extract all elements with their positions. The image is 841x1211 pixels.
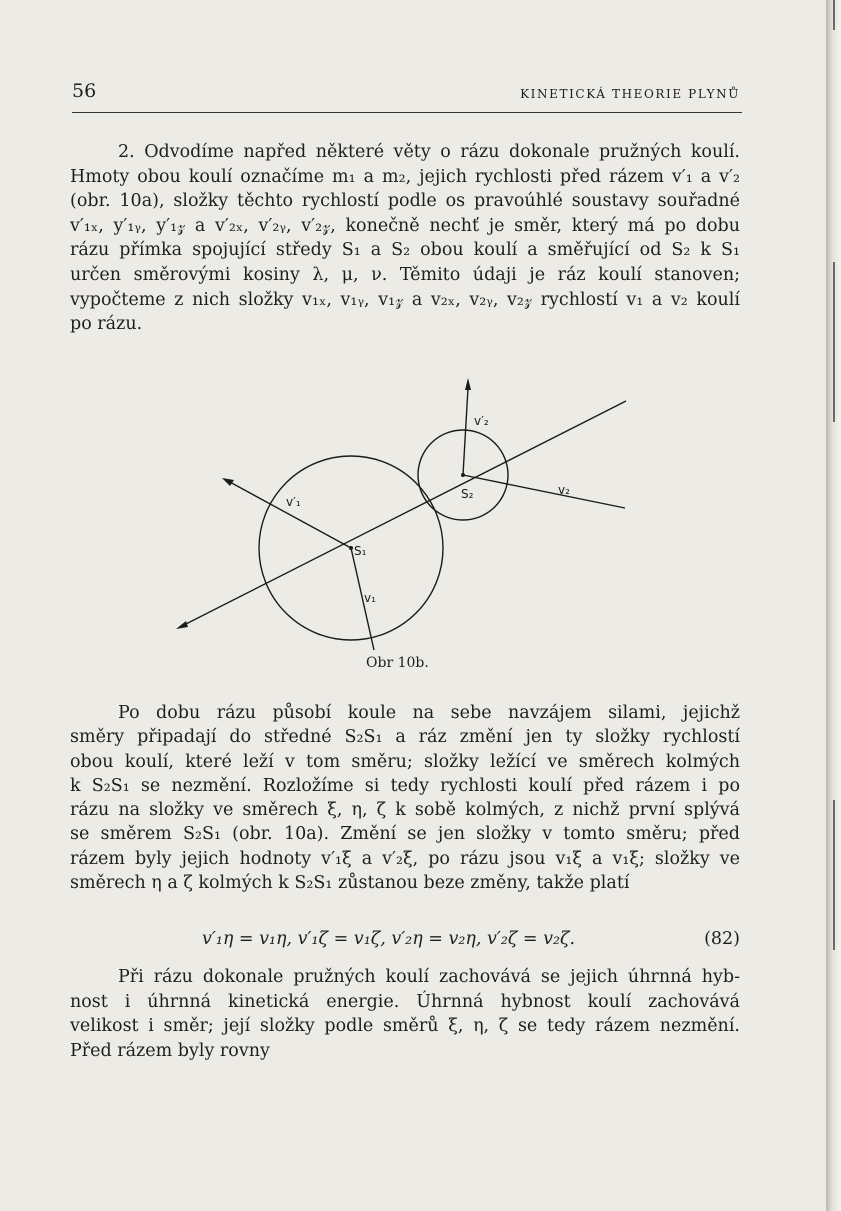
edge-mark bbox=[833, 0, 835, 30]
label-v1-prime: v′₁ bbox=[286, 495, 301, 509]
text-line: Před rázem byly rovny bbox=[70, 1040, 270, 1061]
label-v2-prime: v′₂ bbox=[474, 414, 489, 428]
figure-caption: Obr 10b. bbox=[366, 655, 429, 671]
text-line: rázu na složky ve směrech ξ, η, ζ k sobě kolmých, z nichž první splývá bbox=[70, 800, 740, 821]
page-edge bbox=[826, 0, 841, 1211]
text-line: obou koulí, které leží v tom směru; složky ležící ve směrech kolmých bbox=[70, 751, 740, 772]
text-line: vypočteme z nich složky v₁ₓ, v₁ᵧ, v₁𝓏 a v₂ₓ, v₂ᵧ, v₂𝓏 rychlostí v₁ a v₂ koulí bbox=[70, 289, 740, 310]
equation-82 bbox=[70, 929, 740, 955]
label-v1: v₁ bbox=[364, 591, 376, 605]
text-line: nost i úhrnná kinetická energie. Úhrnná hybnost koulí zachovává bbox=[70, 991, 740, 1012]
v2-prime-vector bbox=[463, 388, 468, 475]
text-line: k S₂S₁ se nezmění. Rozložíme si tedy rychlosti koulí před rázem i po bbox=[70, 775, 740, 796]
text-line: směry připadají do středné S₂S₁ a ráz změní jen ty složky rychlostí bbox=[70, 727, 740, 748]
arrowhead bbox=[465, 378, 471, 390]
paragraph-3 bbox=[70, 965, 740, 1063]
text-line: v′₁ₓ, y′₁ᵧ, y′₁𝓏 a v′₂ₓ, v′₂ᵧ, v′₂𝓏, konečně nechť je směr, který má po dobu bbox=[70, 215, 740, 236]
text-line: (obr. 10a), složky těchto rychlostí podle os pravoúhlé soustavy souřadné bbox=[70, 191, 740, 212]
paragraph-1 bbox=[70, 140, 740, 337]
equation-number: (82) bbox=[704, 929, 740, 949]
text-line: velikost i směr; její složky podle směrů ξ, η, ζ se tedy rázem nezmění. bbox=[70, 1016, 740, 1037]
label-s1: S₁ bbox=[354, 544, 367, 558]
v2-vector bbox=[463, 475, 625, 508]
label-v2: v₂ bbox=[558, 483, 570, 497]
center-s2 bbox=[461, 473, 465, 477]
label-s2: S₂ bbox=[461, 487, 474, 501]
v1-prime-vector bbox=[228, 481, 351, 548]
text-line: Při rázu dokonale pružných koulí zachovává se jejich úhrnná hyb- bbox=[118, 967, 740, 987]
figure-10b bbox=[170, 370, 640, 675]
line-of-centres bbox=[180, 401, 626, 627]
text-line: určen směrovými kosiny λ, μ, ν. Těmito údaji je ráz koulí stanoven; bbox=[70, 264, 740, 285]
equation-text: v′₁η = v₁η, v′₁ζ = v₁ζ, v′₂η = v₂η, v′₂ζ = v₂ζ. bbox=[202, 929, 576, 949]
header-rule bbox=[72, 112, 742, 113]
text-line: po rázu. bbox=[70, 314, 143, 335]
text-line: 2. Odvodíme napřed některé věty o rázu dokonale pružných koulí. bbox=[118, 142, 740, 162]
text-line: směrech η a ζ kolmých k S₂S₁ zůstanou beze změny, takže platí bbox=[70, 873, 630, 894]
center-s1 bbox=[349, 546, 353, 550]
arrowhead bbox=[176, 621, 188, 629]
text-line: rázem byly jejich hodnoty v′₁ξ a v′₂ξ, po rázu jsou v₁ξ a v₁ξ; složky ve bbox=[70, 848, 740, 869]
running-head: KINETICKÁ THEORIE PLYNŮ bbox=[520, 87, 740, 101]
arrowhead bbox=[222, 478, 234, 486]
text-line: se směrem S₂S₁ (obr. 10a). Změní se jen složky v tomto směru; před bbox=[70, 824, 740, 845]
text-line: Hmoty obou koulí označíme m₁ a m₂, jejich rychlosti před rázem v′₁ a v′₂ bbox=[70, 166, 740, 187]
paragraph-2 bbox=[70, 701, 740, 895]
edge-mark bbox=[833, 262, 835, 422]
page-header bbox=[72, 80, 740, 110]
page-number: 56 bbox=[72, 80, 97, 102]
text-line: Po dobu rázu působí koule na sebe navzájem silami, jejichž bbox=[118, 703, 740, 723]
text-line: rázu přímka spojující středy S₁ a S₂ obou koulí a směřující od S₂ k S₁ bbox=[70, 240, 740, 261]
edge-mark bbox=[833, 800, 835, 950]
